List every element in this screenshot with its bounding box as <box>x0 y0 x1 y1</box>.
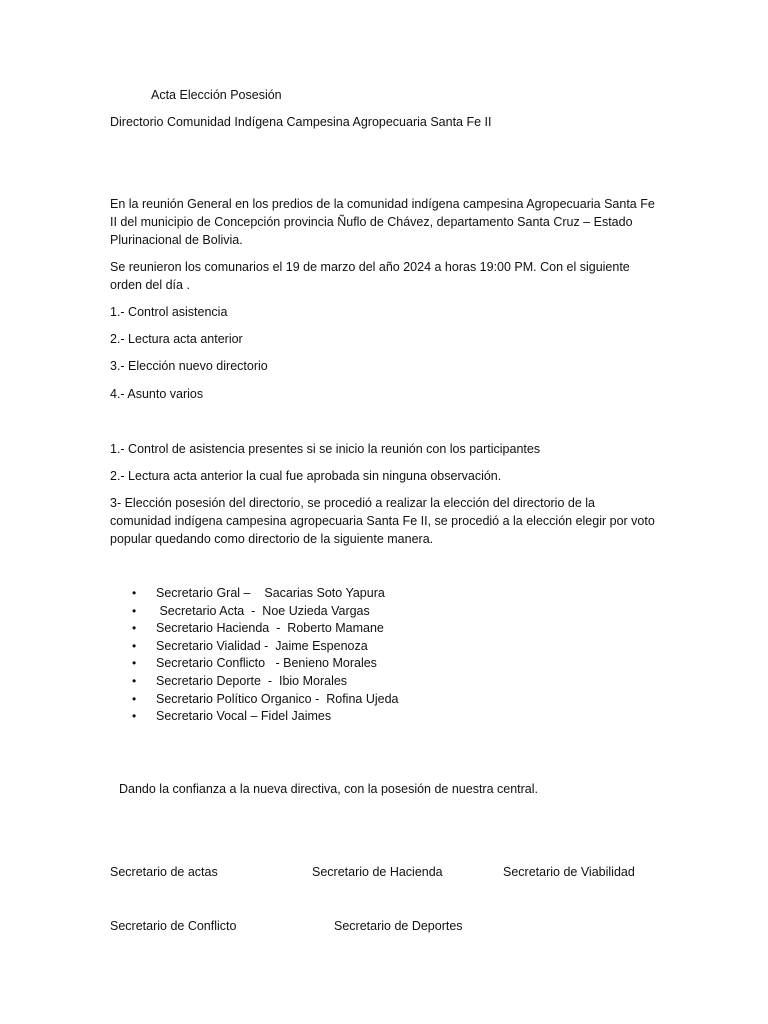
development-item: 2.- Lectura acta anterior la cual fue aprobada sin ninguna observación. <box>110 469 502 483</box>
closing-statement: Dando la confianza a la nueva directiva, con la posesión de nuestra central. <box>119 782 539 796</box>
list-item <box>132 708 398 726</box>
list-item <box>132 673 398 691</box>
bullet-icon: • <box>132 586 137 600</box>
signature-label: Secretario de Viabilidad <box>503 865 635 879</box>
intro-paragraph: En la reunión General en los predios de la comunidad indígena campesina Agropecuaria Santa Fe II del municipio de Concepción provincia Ñuflo de Chávez, departamento Santa Cruz – Estado Plurinacional de Bolivia. <box>110 197 655 247</box>
agenda-item: 2.- Lectura acta anterior <box>110 332 243 346</box>
list-item <box>132 603 398 621</box>
list-item <box>132 691 399 709</box>
signature-label: Secretario de actas <box>110 865 218 879</box>
directory-list <box>132 585 399 726</box>
signature-label: Secretario de Conflicto <box>110 919 237 933</box>
document-title: Acta Elección Posesión <box>151 88 282 102</box>
signature-label: Secretario de Hacienda <box>312 865 443 879</box>
list-item <box>132 620 398 638</box>
list-item <box>132 655 398 673</box>
bullet-icon: • <box>132 621 137 636</box>
member-text: Secretario Hacienda - Roberto Mamane <box>156 621 384 636</box>
bullet-icon: • <box>132 673 137 688</box>
development-item: 1.- Control de asistencia presentes si se inicio la reunión con los participantes <box>110 442 541 456</box>
agenda-item: 1.- Control asistencia <box>110 305 228 319</box>
bullet-icon: • <box>132 656 137 671</box>
bullet-icon: • <box>132 709 137 724</box>
member-text: Secretario Vocal – Fidel Jaimes <box>156 709 332 724</box>
agenda-item: 4.- Asunto varios <box>110 387 204 401</box>
member-text: Secretario Político Organico - Rofina Ujeda <box>156 691 399 706</box>
member-text: Secretario Gral – Sacarias Soto Yapura <box>156 586 385 600</box>
member-text: Secretario Deporte - Ibio Morales <box>156 673 348 688</box>
agenda-item: 3.- Elección nuevo directorio <box>110 359 268 373</box>
bullet-icon: • <box>132 638 137 653</box>
bullet-icon: • <box>132 691 137 706</box>
document-subtitle: Directorio Comunidad Indígena Campesina Agropecuaria Santa Fe II <box>110 115 492 129</box>
list-item <box>132 638 398 656</box>
member-text: Secretario Acta - Noe Uzieda Vargas <box>156 603 370 618</box>
list-item <box>132 585 398 603</box>
signature-label: Secretario de Deportes <box>334 919 463 933</box>
development-item: 3- Elección posesión del directorio, se procedió a realizar la elección del directorio de la comunidad indígena campesina agropecuaria Santa Fe II, se procedió a la elección elegir por voto popular quedando como directorio de la siguiente manera. <box>110 496 655 546</box>
bullet-icon: • <box>132 603 137 618</box>
member-text: Secretario Conflicto - Benieno Morales <box>156 656 377 671</box>
member-text: Secretario Vialidad - Jaime Espenoza <box>156 638 368 653</box>
meeting-paragraph: Se reunieron los comunarios el 19 de marzo del año 2024 a horas 19:00 PM. Con el siguiente orden del día . <box>110 260 630 292</box>
